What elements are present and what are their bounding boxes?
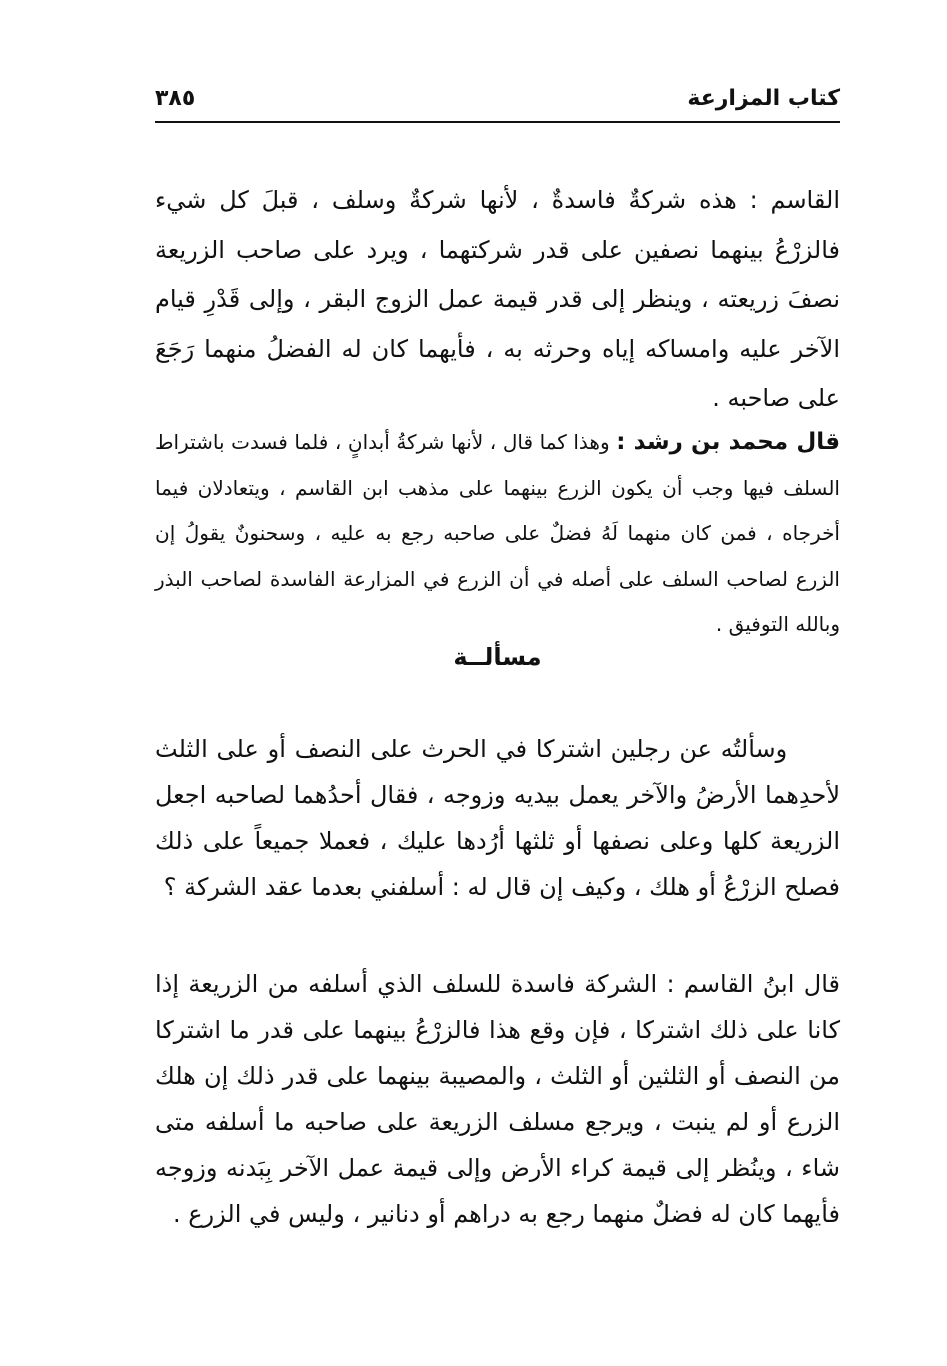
running-header (155, 78, 840, 118)
section-heading: مسألــة (453, 643, 542, 671)
header-rule (155, 121, 840, 123)
paragraph-question: وسألتُه عن رجلين اشتركا في الحرث على النصف أو على الثلث لأحدِهما الأرضُ والآخر يعمل بيديه وزوجه ، فقال أحدُهما لصاحبه اجعل الزريعة كلها وعلى نصفها أو ثلثها أرُدها عليك ، فعملا جميعاً على ذلك فصلح الزرْعُ أو هلك ، وكيف إن قال له : أسلفني بعدما عقد الشركة ؟ (155, 735, 840, 901)
page-number: ٣٨٥ (155, 85, 196, 111)
paragraph-qasim-ruling: القاسم : هذه شركةٌ فاسدةٌ ، لأنها شركةٌ وسلف ، قبلَ كل شيء فالزرْعُ بينهما نصفين على قدر شركتهما ، ويرد على صاحب الزريعة نصفَ زريعته ، وينظر إلى قدر قيمة عمل الزوج البقر ، وإلى قَدْرِ قيام الآخر عليه وامساكه إياه وحرثه به ، فأيهما كان له الفضلُ منهما رَجَعَ على صاحبه . (155, 186, 840, 412)
paragraph-answer: قال ابنُ القاسم : الشركة فاسدة للسلف الذي أسلفه من الزريعة إذا كانا على ذلك اشتركا ، فإن وقع هذا فالزرْعُ بينهما على قدر ما اشتركا من النصف أو الثلثين أو الثلث ، والمصيبة بينهما على قدر ذلك إن هلك الزرع أو لم ينبت ، ويرجع مسلف الزريعة على صاحبه ما أسلفه متى شاء ، وينُظر إلى قيمة كراء الأرض وإلى قيمة عمل الآخر بِبَدنه وزوجه فأيهما كان له فضلٌ منهما رجع به دراهم أو دنانير ، وليس في الزرع . (155, 970, 840, 1228)
commentary-text: وهذا كما قال ، لأنها شركةُ أبدانٍ ، فلما فسدت باشتراط السلف فيها وجب أن يكون الزرع بينهما على مذهب ابن القاسم ، ويتعادلان فيما أخرجاه ، فمن كان منهما لَهُ فضلٌ على صاحبه رجع به عليه ، وسحنونٌ يقولُ إن الزرع لصاحب السلف على أصله في أن الزرع في المزارعة الفاسدة لصاحب البذر وبالله التوفيق . (155, 430, 840, 637)
commentator-label: قال محمد بن رشد : (616, 429, 841, 455)
chapter-title: كتاب المزارعة (687, 85, 840, 111)
paragraph-ibn-rushd-commentary (155, 420, 840, 648)
